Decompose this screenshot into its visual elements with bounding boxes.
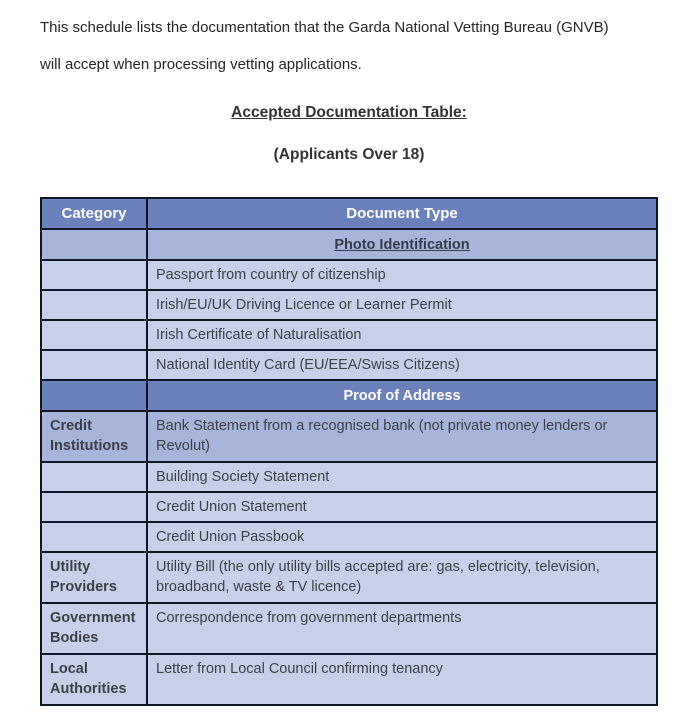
category-cell: Local Authorities: [41, 654, 147, 705]
table-row: [41, 260, 657, 290]
table-row: [41, 320, 657, 350]
category-cell: [41, 350, 147, 380]
category-cell: [41, 229, 147, 260]
table-row: [41, 462, 657, 492]
document-cell: Irish/EU/UK Driving Licence or Learner Permit: [147, 290, 657, 320]
table-row-government-bodies: [41, 603, 657, 654]
table-title: Accepted Documentation Table:: [231, 104, 467, 121]
accepted-documentation-table: [40, 197, 658, 706]
document-cell: Letter from Local Council confirming tenancy: [147, 654, 657, 705]
table-row: [41, 290, 657, 320]
intro-paragraph: [40, 0, 658, 83]
category-cell: Credit Institutions: [41, 411, 147, 462]
section-title-cell: Proof of Address: [147, 380, 657, 411]
intro-line-2: will accept when processing vetting applications.: [40, 56, 362, 73]
table-row-local-authorities: [41, 654, 657, 705]
category-cell: [41, 320, 147, 350]
table-header-row: [41, 198, 657, 229]
document-cell: Irish Certificate of Naturalisation: [147, 320, 657, 350]
document-cell: Utility Bill (the only utility bills accepted are: gas, electricity, television, broadband, waste & TV licence): [147, 552, 657, 603]
column-header-document-type: Document Type: [147, 198, 657, 229]
table-subtitle: (Applicants Over 18): [273, 146, 425, 163]
intro-line-1: This schedule lists the documentation that the Garda National Vetting Bureau (GNVB): [40, 19, 609, 36]
document-cell: Bank Statement from a recognised bank (not private money lenders or Revolut): [147, 411, 657, 462]
table-row-utility-providers: [41, 552, 657, 603]
category-cell: [41, 260, 147, 290]
table-row-credit-institutions: [41, 411, 657, 462]
document-cell: Credit Union Passbook: [147, 522, 657, 552]
document-cell: Credit Union Statement: [147, 492, 657, 522]
document-cell: Passport from country of citizenship: [147, 260, 657, 290]
section-row-photo-identification: [41, 229, 657, 260]
section-title-cell: Photo Identification: [147, 229, 657, 260]
document-cell: National Identity Card (EU/EEA/Swiss Citizens): [147, 350, 657, 380]
table-row: [41, 522, 657, 552]
category-cell: [41, 492, 147, 522]
category-cell: [41, 380, 147, 411]
table-row: [41, 492, 657, 522]
category-cell: Government Bodies: [41, 603, 147, 654]
document-content: [40, 0, 658, 706]
category-cell: [41, 462, 147, 492]
document-cell: Building Society Statement: [147, 462, 657, 492]
section-row-proof-of-address: [41, 380, 657, 411]
document-cell: Correspondence from government departments: [147, 603, 657, 654]
category-cell: [41, 290, 147, 320]
category-cell: [41, 522, 147, 552]
category-cell: Utility Providers: [41, 552, 147, 603]
table-row: [41, 350, 657, 380]
column-header-category: Category: [41, 198, 147, 229]
